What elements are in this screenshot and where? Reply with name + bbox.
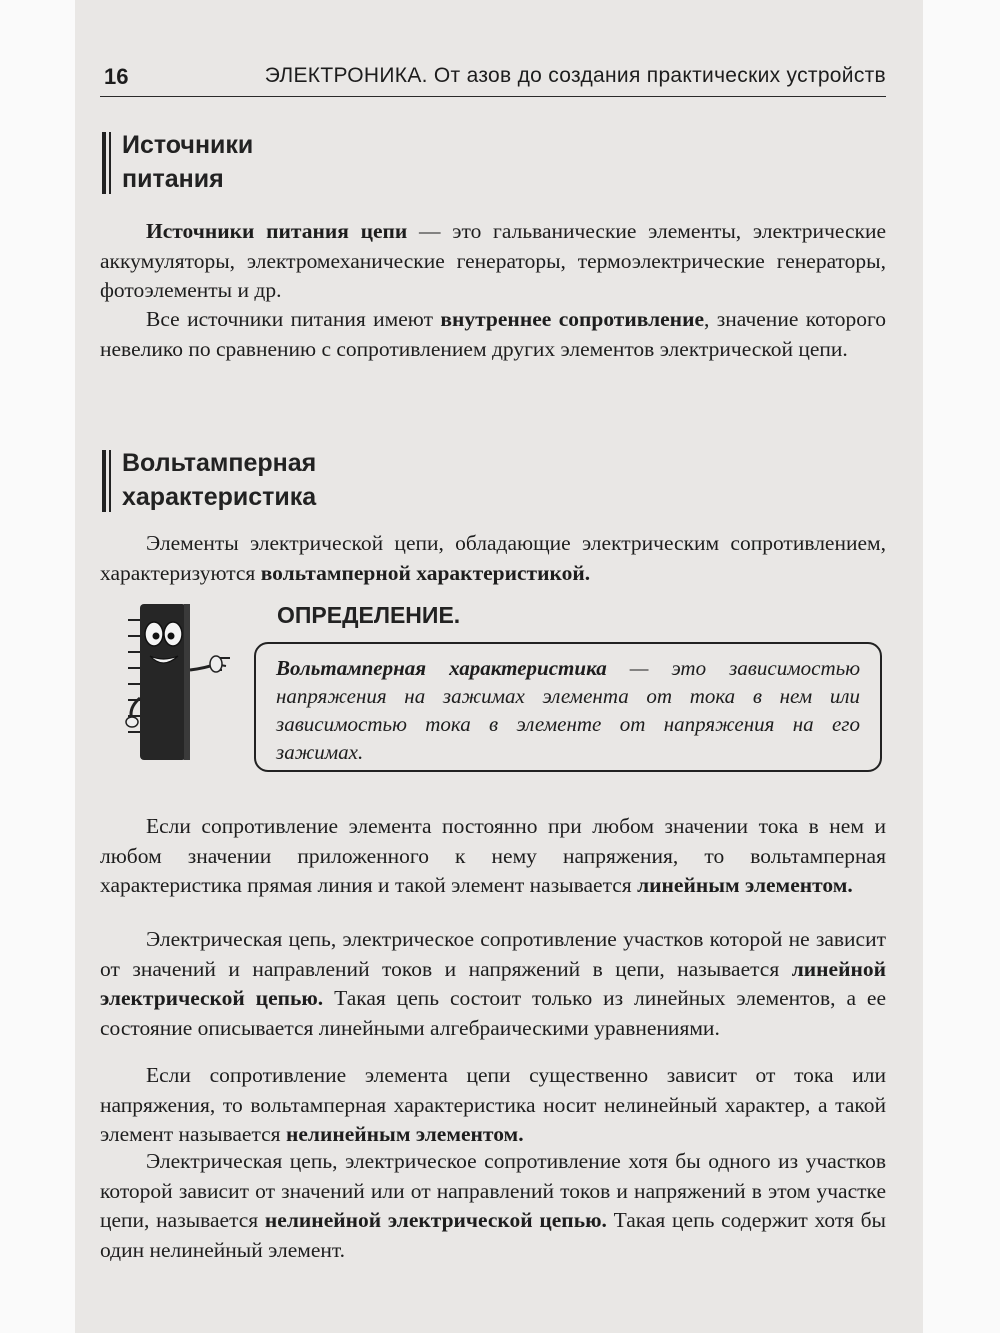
paragraph-text: Если сопротивление элемента цепи существенно зависит от тока или напряжения, то вольтамперная характеристика носит нелинейный характер, а такой элемент называется	[100, 1063, 886, 1146]
book-title: ЭЛЕКТРОНИКА. От азов до создания практических устройств	[264, 64, 886, 87]
scan-margin-right	[923, 0, 1000, 1333]
paragraph-text: , значение которого невелико по сравнению с сопротивлением других элементов электрической цепи.	[100, 307, 886, 361]
running-header	[100, 62, 886, 97]
definition-text: — это зависимостью напряжения на зажимах элемента от тока в нем или зависимостью тока в элементе от напряжения на его зажимах.	[276, 656, 860, 764]
paragraph-text: Элементы электрической цепи, обладающие электрическим сопротивлением, характеризуются	[100, 531, 886, 585]
paragraph-text: Такая цепь состоит только из линейных элементов, а ее состояние описывается линейными алгебраическими уравнениями.	[100, 986, 886, 1040]
bold-term: внутреннее сопротивление	[440, 307, 704, 331]
paragraph-internal-resistance	[100, 305, 886, 364]
definition-box	[254, 642, 882, 772]
scan-margin-left	[0, 0, 75, 1333]
definition-term: Вольтамперная характеристика	[276, 656, 607, 680]
heading-line: характеристика	[122, 483, 317, 511]
paragraph-text: — это гальванические элементы, электрические аккумуляторы, электромеханические генераторы, термоэлектрические генераторы, фотоэлементы и др.	[100, 219, 886, 302]
microchip-mascot-icon	[118, 598, 238, 768]
bold-term: линейным элементом.	[637, 873, 853, 897]
heading-line: питания	[122, 165, 224, 193]
paragraph-text: Электрическая цепь, электрическое сопротивление участков которой не зависит от значений и направлений токов и напряжений в цепи, называется	[100, 927, 886, 981]
paragraph-nonlinear-element	[100, 1061, 886, 1150]
paragraph-linear-circuit	[100, 925, 886, 1043]
page-number: 16	[104, 64, 129, 89]
section-heading-iv-characteristic	[100, 446, 316, 514]
heading-line: Источники	[122, 131, 254, 159]
bold-term: линейной электрической цепью.	[100, 956, 886, 1010]
paragraph-text: Если сопротивление элемента постоянно при любом значении тока в нем и любом значении приложенного к нему напряжения, то вольтамперная характеристика прямая линия и такой элемент называется	[100, 814, 886, 897]
paragraph-linear-element	[100, 812, 886, 901]
bold-term: нелинейным элементом.	[285, 1122, 524, 1146]
paragraph-text: Такая цепь содержит хотя бы один нелинейный элемент.	[100, 1208, 887, 1262]
section-heading-power-sources	[100, 128, 253, 196]
heading-line: Вольтамперная	[122, 449, 317, 477]
paragraph-text: Электрическая цепь, электрическое сопротивление хотя бы одного из участков которой зависит от значений или от направлений токов и напряжений в этом участке цепи, называется	[100, 1149, 886, 1232]
paragraph-text: Все источники питания имеют	[146, 307, 441, 331]
paragraph-nonlinear-circuit	[100, 1147, 886, 1265]
bold-term: Источники питания цепи	[146, 219, 408, 243]
bold-term: нелинейной электрической цепью.	[264, 1208, 607, 1232]
paragraph-iv-intro	[100, 529, 886, 588]
bold-term: вольтамперной характеристикой.	[260, 560, 591, 585]
paragraph-power-sources	[100, 217, 886, 306]
definition-label: ОПРЕДЕЛЕНИЕ.	[277, 602, 461, 628]
